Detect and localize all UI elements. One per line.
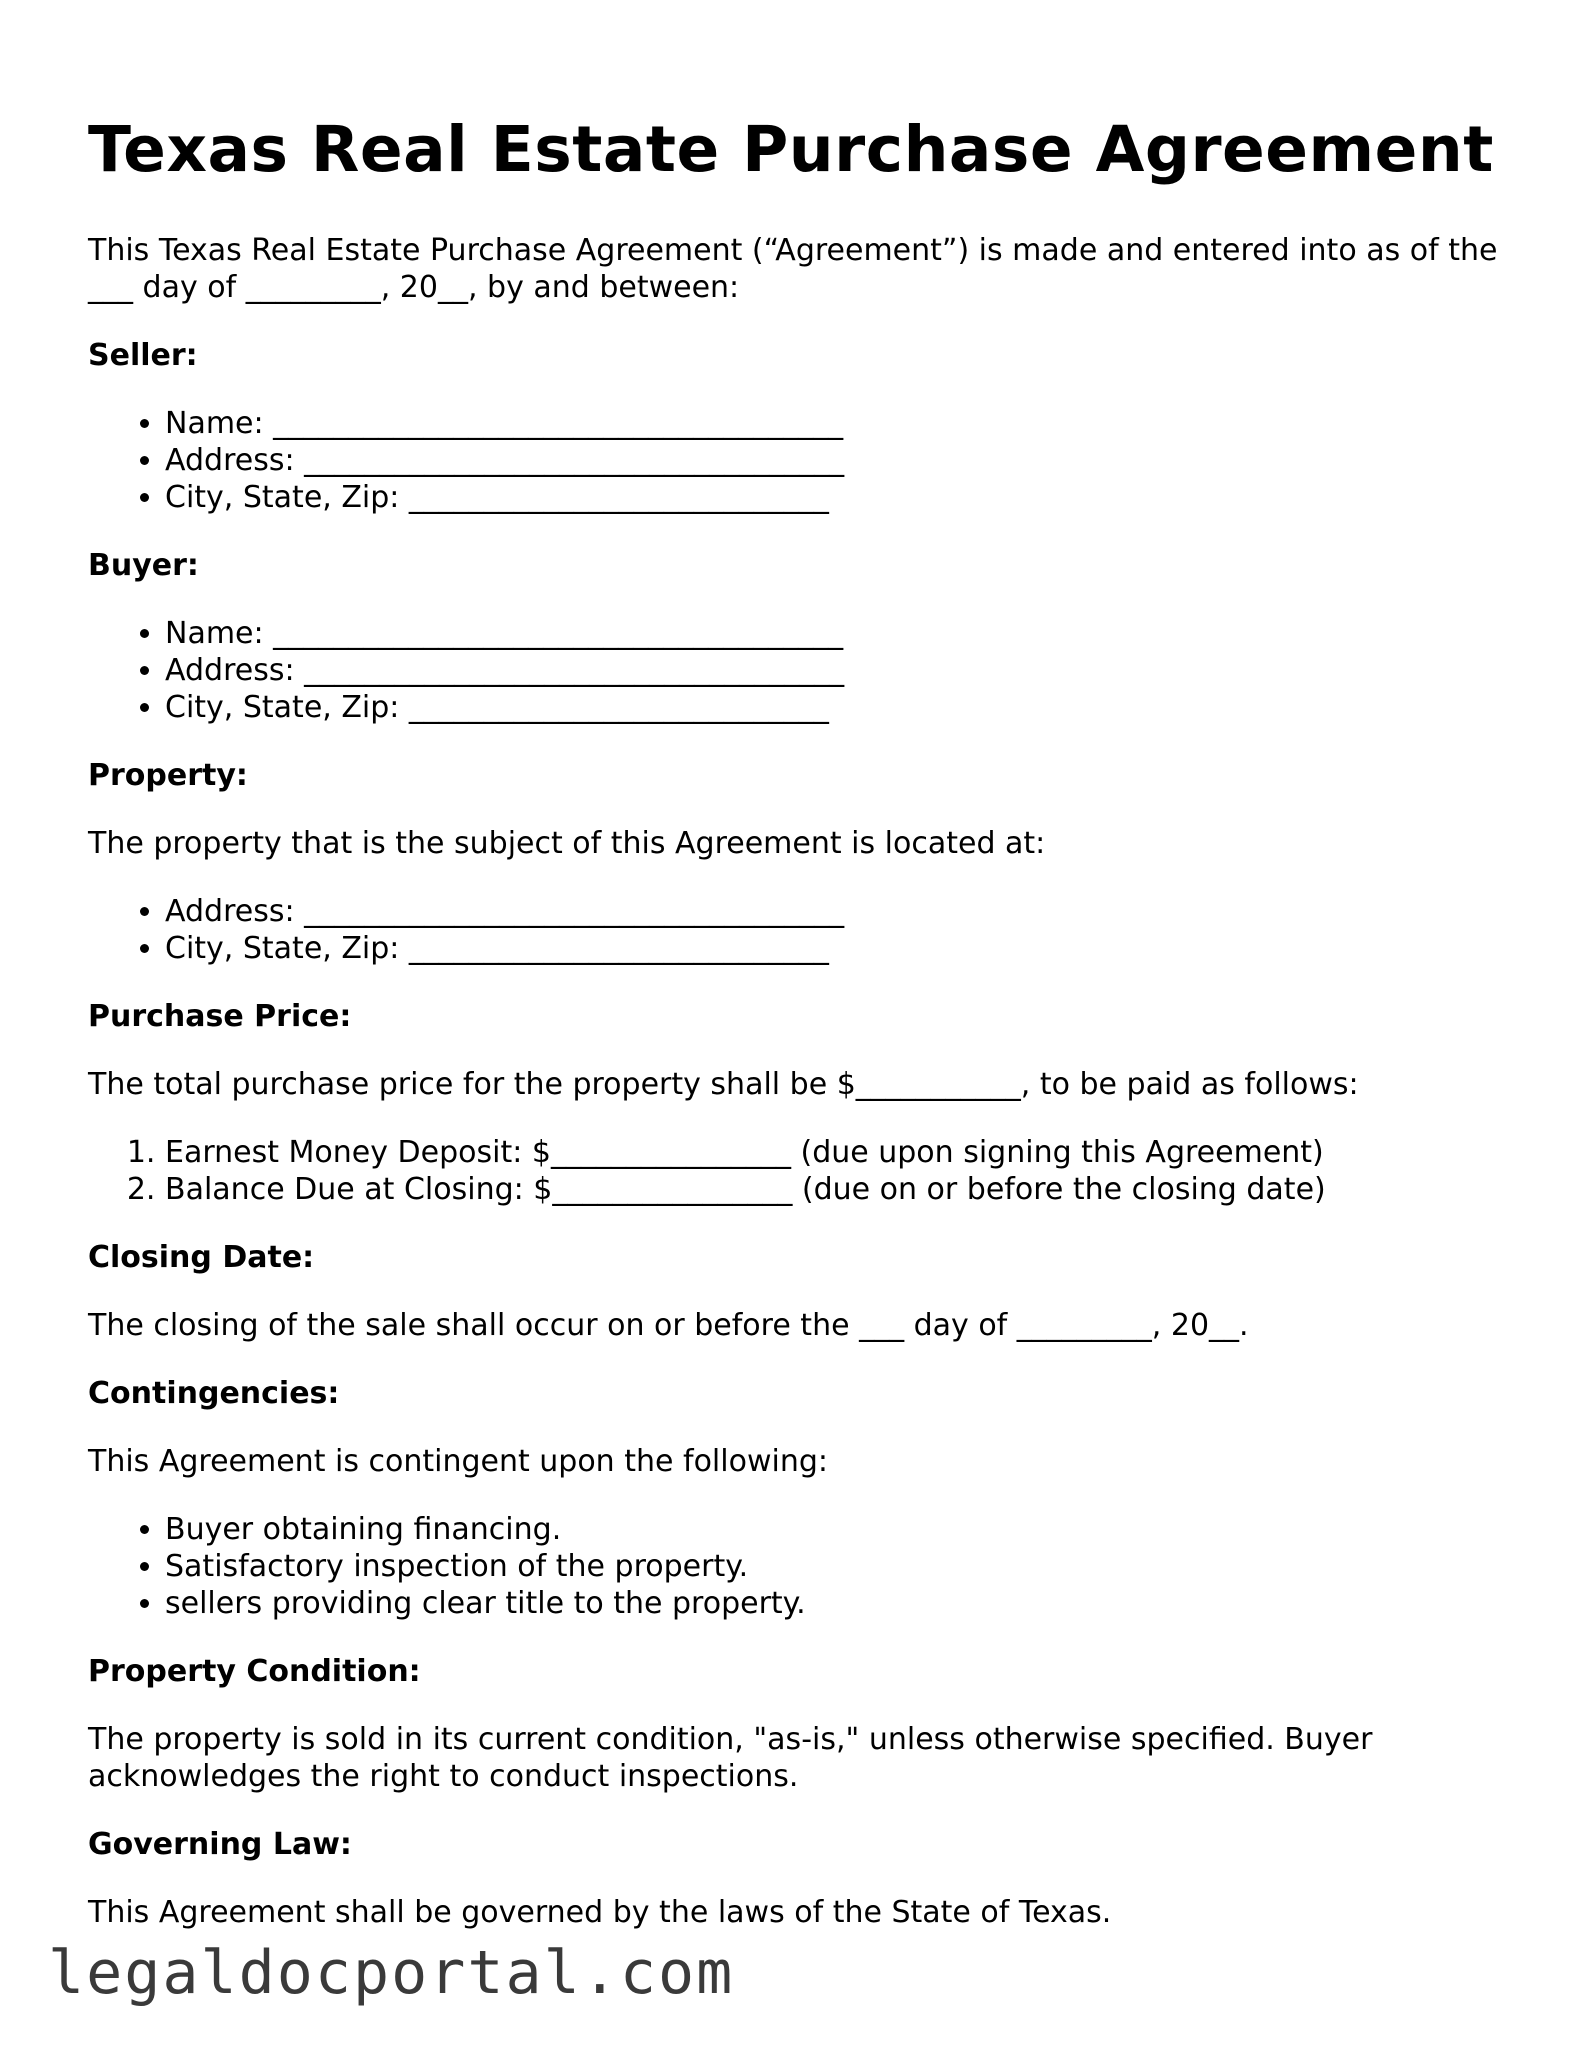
seller-list xyxy=(88,405,1508,516)
contingencies-paragraph: This Agreement is contingent upon the following: xyxy=(88,1444,828,1479)
seller-name-field: • Name: ______________________________________ xyxy=(165,405,1508,442)
watermark-logo: legaldocportal.com xyxy=(48,1938,735,2008)
closing-date-heading: Closing Date: xyxy=(88,1240,315,1275)
buyer-list xyxy=(88,615,1508,726)
governing-law-paragraph: This Agreement shall be governed by the laws of the State of Texas. xyxy=(88,1895,1112,1930)
buyer-city-state-zip-field: • City, State, Zip: ____________________________ xyxy=(165,689,1508,726)
contingencies-heading: Contingencies: xyxy=(88,1376,340,1411)
document-page xyxy=(88,108,1508,1962)
property-heading: Property: xyxy=(88,758,248,793)
property-condition-heading: Property Condition: xyxy=(88,1654,421,1689)
intro-paragraph: This Texas Real Estate Purchase Agreement (“Agreement”) is made and entered into as of the ___ day of _________, 20__, by and between: xyxy=(88,233,1498,305)
buyer-heading: Buyer: xyxy=(88,548,199,583)
buyer-address-field: • Address: ____________________________________ xyxy=(165,652,1508,689)
contingency-inspection: • Satisfactory inspection of the property. xyxy=(165,1548,1508,1585)
seller-heading: Seller: xyxy=(88,338,198,373)
buyer-name-field: • Name: ______________________________________ xyxy=(165,615,1508,652)
property-paragraph: The property that is the subject of this Agreement is located at: xyxy=(88,826,1046,861)
payment-terms-list xyxy=(88,1134,1508,1208)
earnest-money-item: 1. Earnest Money Deposit: $________________ (due upon signing this Agreement) xyxy=(165,1134,1508,1171)
seller-city-state-zip-field: • City, State, Zip: ____________________________ xyxy=(165,479,1508,516)
purchase-price-paragraph: The total purchase price for the property shall be $___________, to be paid as follows: xyxy=(88,1067,1359,1102)
property-condition-paragraph: The property is sold in its current condition, "as-is," unless otherwise specified. Buyer acknowledges the right to conduct inspections. xyxy=(88,1722,1373,1794)
property-list xyxy=(88,893,1508,967)
contingency-financing: • Buyer obtaining financing. xyxy=(165,1511,1508,1548)
seller-address-field: • Address: ____________________________________ xyxy=(165,442,1508,479)
purchase-price-heading: Purchase Price: xyxy=(88,999,352,1034)
document-title: Texas Real Estate Purchase Agreement xyxy=(88,113,1494,186)
property-address-field: • Address: ____________________________________ xyxy=(165,893,1508,930)
governing-law-heading: Governing Law: xyxy=(88,1827,352,1862)
property-city-state-zip-field: • City, State, Zip: ____________________________ xyxy=(165,930,1508,967)
closing-date-paragraph: The closing of the sale shall occur on or before the ___ day of _________, 20__. xyxy=(88,1308,1249,1343)
contingencies-list xyxy=(88,1511,1508,1622)
balance-due-item: 2. Balance Due at Closing: $________________ (due on or before the closing date) xyxy=(165,1171,1508,1208)
contingency-clear-title: • sellers providing clear title to the property. xyxy=(165,1585,1508,1622)
